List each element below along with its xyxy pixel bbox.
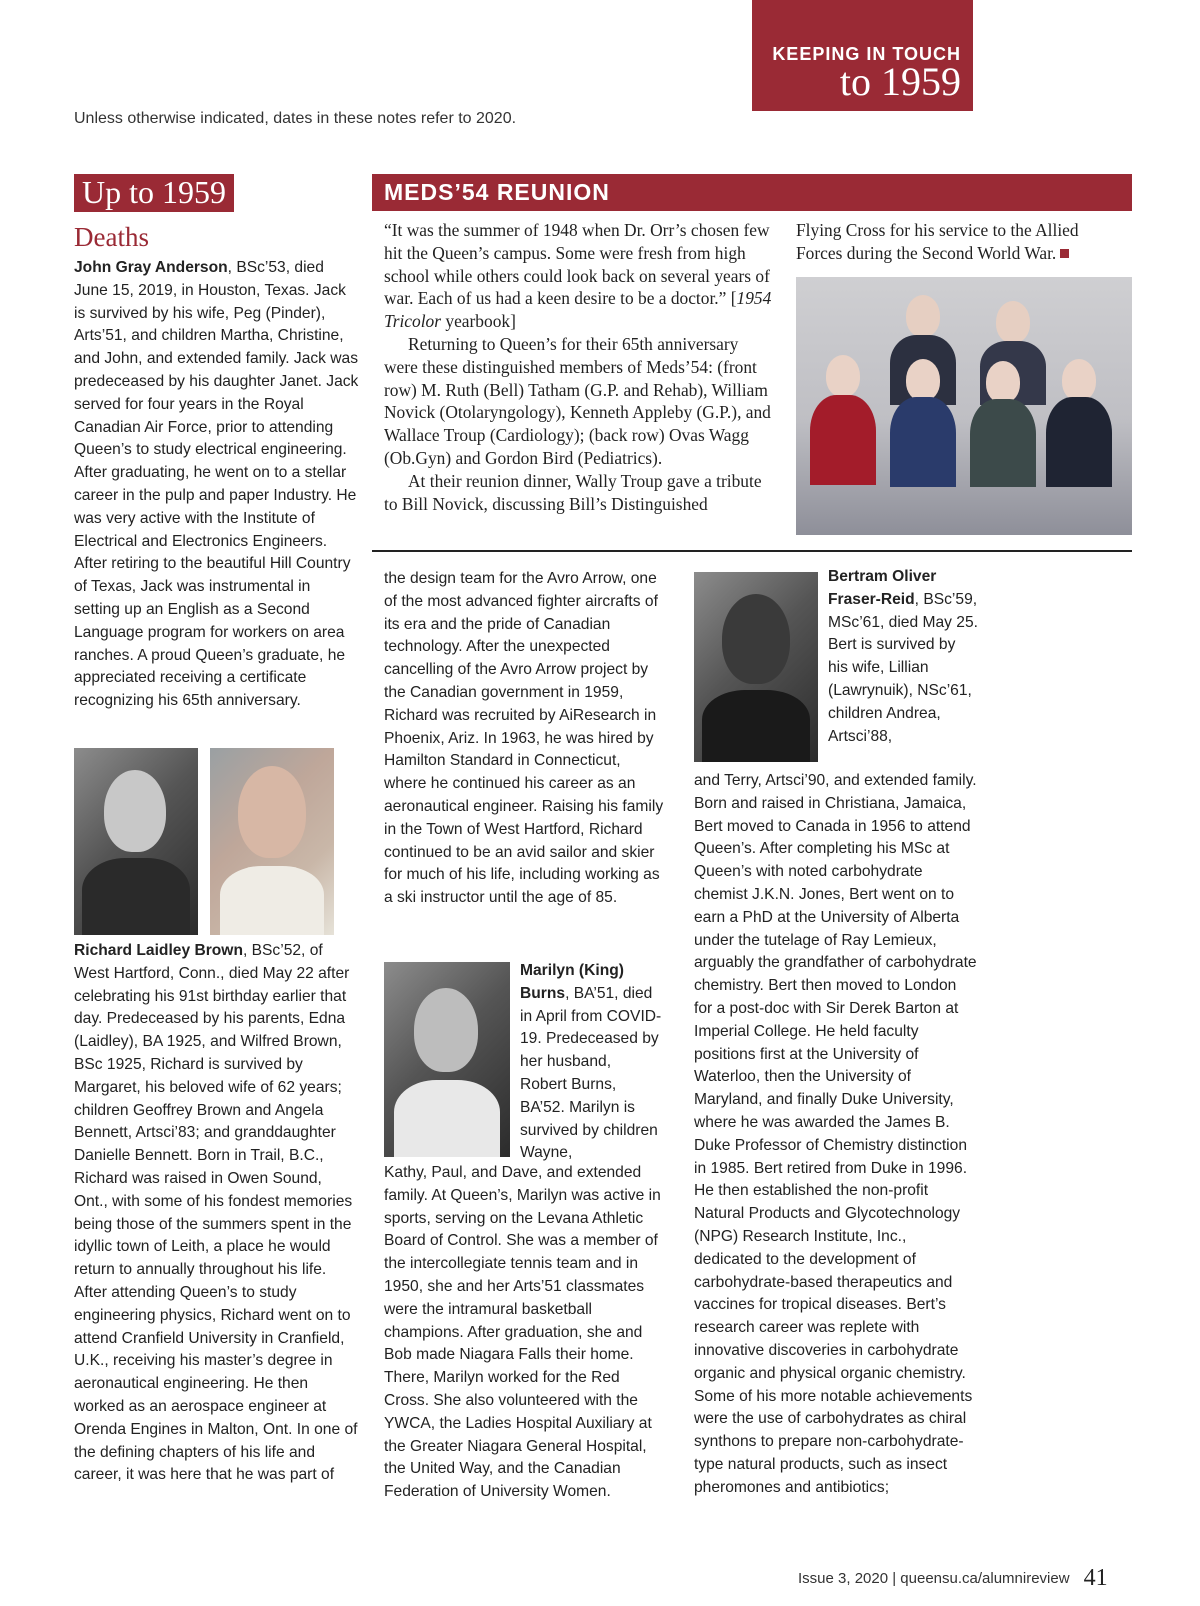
anderson-name: John Gray Anderson [74,259,228,276]
brown-text: , BSc’52, of West Hartford, Conn., died May 22 after celebrating his 91st birthday earlier that day. Predeceased by his parents, Edna (Laidley), BA 1925, and Wilfred Brown, BSc 1925, Richard is survived by Margaret, his beloved wife of 62 years; children Geoffrey Brown and Angela Bennett, Artsci’83; and granddaughter Danielle Bennett. Born in Trail, B.C., Richard was raised in Owen Sound, Ont., with some of his fondest memories being those of the summers spent in the idyllic town of Leith, a place he would return to annually throughout his life. After attending Queen’s to study engineering physics, Richard went on to attend Cranfield University in Cranfield, U.K., receiving his master’s degree in aeronautical engineering. He then worked as an aerospace engineer at Orenda Engines in Malton, Ont. In one of the defining chapters of his life and career, it was here that he was part of [74,942,358,1484]
burns-photo [384,962,510,1157]
reunion-band: MEDS’54 REUNION [372,174,1132,211]
yearbook-title: 1954 Tricolor [384,288,772,332]
deaths-heading: Deaths [74,222,149,252]
reunion-quote-end: yearbook] [441,311,516,332]
reunion-group-photo [796,277,1132,535]
reunion-story-continued [796,219,1116,265]
anderson-elder-photo [210,748,334,935]
section-header-tab [752,0,973,111]
fraser-reid-obituary: and Terry, Artsci’90, and extended family. Born and raised in Christiana, Jamaica, Bert moved to Canada in 1956 to attend Queen’s. After completing his MSc at Queen’s with noted carbohydrate chemist J.K.N. Jones, Bert went on to earn a PhD at the University of Alberta under the tutelage of Ray Lemieux, arguably the grandfather of carbohydrate chemistry. Bert then moved to London for a post-doc with Sir Derek Barton at Imperial College. He held faculty positions first at the University of Waterloo, then the University of Maryland, and finally Duke University, where he was awarded the James B. Duke Professor of Chemistry distinction in 1985. Bert retired from Duke in 1996. He then established the non-profit Natural Products and Glycotechnology (NPG) Research Institute, Inc., dedicated to the development of carbohydrate-based therapeutics and vaccines for tropical diseases. Bert’s research career was replete with innovative discoveries in carbohydrate organic and physical organic chemistry. Some of his more notable achievements were the use of carbohydrates as chiral synthons to prepare non-carbohydrate-type natural products, such as insect pheromones and antibiotics; [694,772,977,1496]
anderson-obituary [74,257,359,713]
reunion-quote: “It was the summer of 1948 when Dr. Orr’s chosen few hit the Queen’s campus. Some were fresh from high school while others could look back on several years of war. Each of us had a keen desire to be a doctor.” [ [384,220,770,309]
section-label: Up to 1959 [74,174,234,212]
fraser-reid-photo [694,572,818,762]
header-sub: to 1959 [839,59,961,104]
reunion-attendees: Returning to Queen’s for their 65th anniversary were these distinguished members of Meds’54: (front row) M. Ruth (Bell) Tatham (G.P. and Rehab), William Novick (Otolaryngology), Kenneth Appleby (G.P.), and Wallace Troup (Cardiology); (back row) Ovas Wagg (Ob.Gyn) and Gordon Bird (Pediatrics). [384,333,771,468]
reunion-cross: Flying Cross for his service to the Allied Forces during the Second World War. [796,220,1079,263]
reunion-story [384,219,774,515]
reunion-dinner: At their reunion dinner, Wally Troup gave a tribute to Bill Novick, discussing Bill’s Distinguished [384,470,762,514]
section-divider [372,550,1132,552]
anderson-text: , BSc’53, died June 15, 2019, in Houston, Texas. Jack is survived by his wife, Peg (Pinder), Arts’51, and children Martha, Christine, and John, and extended family. Jack was predeceased by his daughter Janet. Jack served for four years in the Royal Canadian Air Force, prior to attending Queen’s to study electrical engineering. After graduating, he went on to a stellar career in the pulp and paper Industry. He was very active with the Institute of Electrical and Electronics Engineers. After retiring to the beautiful Hill Country of Texas, Jack was instrumental in setting up an English as a Second Language program for workers on area ranches. A proud Queen’s graduate, he appreciated receiving a certificate recognizing his 65th anniversary. [74,259,359,710]
brown-obituary-continued: the design team for the Avro Arrow, one of the most advanced fighter aircrafts of its era and the pride of Canadian technology. After the unexpected cancelling of the Avro Arrow project by the Canadian government in 1959, Richard was recruited by AiResearch in Phoenix, Ariz. In 1963, he was hired by Hamilton Standard in Connecticut, where he continued his career as an aeronautical engineer. Raising his family in the Town of West Hartford, Richard continued to be an avid sailor and skier for much of his life, including working as a ski instructor until the age of 85. [384,570,664,907]
dates-note: Unless otherwise indicated, dates in these notes refer to 2020. [74,110,517,127]
page-footer [798,1565,1108,1592]
footer-issue: Issue 3, 2020 | queensu.ca/alumnireview [798,1570,1070,1587]
burns-obituary: Kathy, Paul, and Dave, and extended family. At Queen’s, Marilyn was active in sports, serving on the Levana Athletic Board of Control. She was a member of the intercollegiate tennis team and in 1950, she and her Arts’51 classmates were the intramural basketball champions. After graduation, she and Bob made Niagara Falls their home. There, Marilyn worked for the Red Cross. She also volunteered with the YWCA, the Ladies Hospital Auxiliary at the Greater Niagara General Hospital, the United Way, and the Canadian Federation of University Women. [384,1164,661,1501]
brown-name: Richard Laidley Brown [74,942,243,959]
end-mark-icon [1060,249,1069,258]
burns-name: Marilyn (King) Burns [520,962,624,1002]
header-kicker: KEEPING IN TOUCH [772,44,961,64]
page-number: 41 [1083,1565,1108,1591]
anderson-young-photo [74,748,198,935]
fraser-reid-name: Bertram Oliver Fraser-Reid [828,568,937,608]
burns-obituary-intro [520,960,662,1165]
burns-text-side: , BA’51, died in April from COVID-19. Predeceased by her husband, Robert Burns, BA’52. Marilyn is survived by children Wayne, [520,984,662,1162]
fraser-reid-text-side: , BSc’59, MSc’61, died May 25. Bert is survived by his wife, Lillian (Lawrynuik), NSc’61, children Andrea, Artsci’88, [828,590,978,745]
brown-obituary [74,940,359,1487]
fraser-reid-obituary-intro [828,566,978,748]
